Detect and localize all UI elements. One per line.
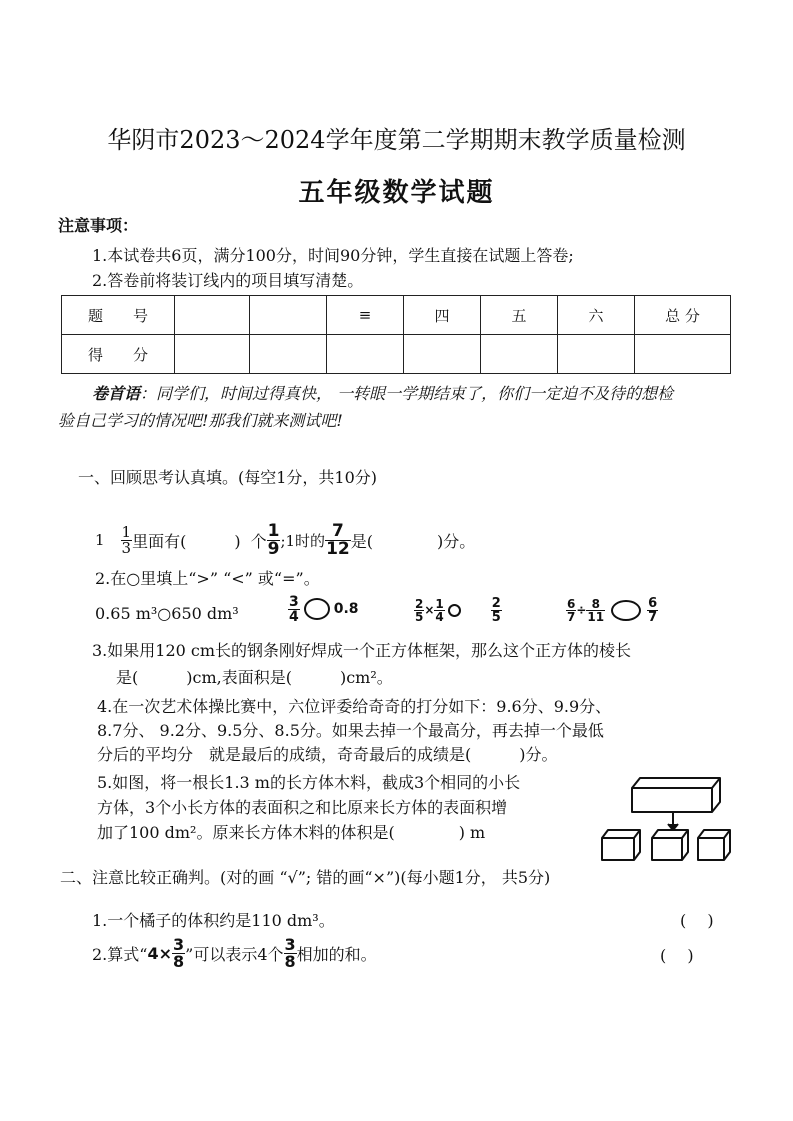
compare-a: 0.65 m³○650 dm³ <box>95 604 239 623</box>
compare-circle[interactable] <box>448 604 461 617</box>
score-cell: 四 <box>404 296 481 335</box>
question-2-2 <box>92 932 377 974</box>
exam-title: 华阴市2023～2024学年度第二学期期末教学质量检测 <box>107 126 686 154</box>
question-1-5-line-1: 5.如图，将一根长1.3 m的长方体木料，截成3个相同的小长 <box>97 773 521 792</box>
section2-heading: 二、注意比较正确判。(对的画 “√”; 错的画“×”)(每小题1分， 共5分) <box>60 868 551 887</box>
score-input-cell[interactable] <box>558 335 635 374</box>
compare-value: 0.8 <box>333 601 359 617</box>
answer-paren[interactable]: ( ) <box>660 946 694 965</box>
note-item-2: 2.答卷前将装订线内的项目填写清楚。 <box>92 271 364 290</box>
fraction: $\frac{6}{7}$ <box>567 596 576 624</box>
score-table <box>61 295 731 374</box>
q1-text-1: 里面有( ) <box>132 531 241 551</box>
score-input-cell[interactable] <box>404 335 481 374</box>
q1-text-4: 是( )分。 <box>350 531 476 551</box>
score-input-cell[interactable] <box>250 335 327 374</box>
q1-text-3: ;1时的 <box>280 531 326 550</box>
answer-paren[interactable]: ( ) <box>680 911 714 930</box>
small-block-shape <box>698 830 730 860</box>
operator: ÷ <box>576 603 587 617</box>
question-1-2: 2.在○里填上“>” “<” 或“=”。 <box>95 569 320 588</box>
question-1-4-line-2: 8.7分、 9.2分、9.5分、8.5分。如果去掉一个最高分，再去掉一个最低 <box>97 721 604 740</box>
fraction: $\frac{2}{5}$ <box>491 595 501 625</box>
fraction: $\frac{8}{11}$ <box>587 596 605 624</box>
fraction: $\frac{6}{7}$ <box>648 595 658 625</box>
score-table-score-row <box>62 335 731 374</box>
preface-text-1: ：同学们，时间过得真快， 一转眼一学期结束了，你们一定迫不及待的想检 <box>140 384 674 403</box>
score-cell: 总 分 <box>635 296 731 335</box>
q2-2-expr: 4× <box>147 943 172 963</box>
question-1-4-line-3: 分后的平均分 就是最后的成绩，奇奇最后的成绩是( )分。 <box>97 745 558 764</box>
score-cell: 六 <box>558 296 635 335</box>
fraction: $\frac{1}{4}$ <box>435 596 444 624</box>
compare-c <box>414 593 502 627</box>
small-block-shape <box>602 830 640 860</box>
fraction: $\frac{2}{5}$ <box>415 596 424 624</box>
q1-text-2: 个 <box>250 531 267 551</box>
score-input-cell[interactable] <box>327 335 404 374</box>
fraction: $\frac{1}{9}$ <box>267 520 280 559</box>
compare-circle[interactable] <box>304 598 330 620</box>
note-item-1: 1.本试卷共6页，满分100分，时间90分钟，学生直接在试题上答卷; <box>92 246 574 265</box>
exam-subtitle: 五年级数学试题 <box>298 178 495 208</box>
question-1-5-line-3: 加了100 dm²。原来长方体木料的体积是( ) m <box>97 823 486 842</box>
compare-d <box>566 593 658 627</box>
score-cell <box>250 296 327 335</box>
question-1-4-line-1: 4.在一次艺术体操比赛中，六位评委给奇奇的打分如下：9.6分、9.9分、 <box>97 697 612 716</box>
score-cell: 题 号 <box>62 296 175 335</box>
operator: × <box>424 603 435 617</box>
question-1-3-line-2: 是( )cm,表面积是( )cm²。 <box>116 668 393 687</box>
notes-heading: 注意事项： <box>58 216 139 235</box>
q2-2-text-3: 相加的和。 <box>296 944 377 964</box>
question-1-3-line-1: 3.如果用120 cm长的钢条刚好焊成一个正方体框架，那么这个正方体的棱长 <box>92 641 632 660</box>
fraction: $\frac{3}{8}$ <box>173 934 185 971</box>
question-1-5-line-2: 方体，3个小长方体的表面积之和比原来长方体的表面积增 <box>97 798 508 817</box>
compare-b <box>288 591 359 627</box>
wood-block-figure <box>596 766 736 866</box>
fraction: $\frac{1}{3}$ <box>121 522 132 557</box>
score-cell <box>175 296 250 335</box>
score-input-cell[interactable] <box>175 335 250 374</box>
long-block-shape <box>632 778 720 812</box>
section1-heading: 一、回顾思考认真填。(每空1分，共10分) <box>78 468 378 487</box>
question-2-1: 1.一个橘子的体积约是110 dm³。 <box>92 911 335 930</box>
fraction: $\frac{3}{8}$ <box>284 934 296 971</box>
preface-line-2: 验自己学习的情况吧!那我们就来测试吧! <box>58 411 343 430</box>
score-cell: 得 分 <box>62 335 175 374</box>
score-cell: 五 <box>481 296 558 335</box>
score-cell: ≡ <box>327 296 404 335</box>
score-input-cell[interactable] <box>481 335 558 374</box>
q2-2-text-1: 2.算式“ <box>92 944 148 964</box>
question-number: 1 <box>95 531 105 549</box>
score-table-header-row <box>62 296 731 335</box>
arrow-down-icon <box>668 812 678 830</box>
compare-circle[interactable] <box>611 600 641 621</box>
question-1-1 <box>95 520 475 560</box>
preface-label: 卷首语 <box>92 384 141 403</box>
fraction: $\frac{3}{4}$ <box>289 593 299 625</box>
fraction: $\frac{7}{12}$ <box>326 520 350 559</box>
small-block-shape <box>652 830 688 860</box>
q2-2-text-2: ”可以表示4个 <box>185 944 284 964</box>
score-input-cell[interactable] <box>635 335 731 374</box>
preface-line-1 <box>92 381 673 404</box>
